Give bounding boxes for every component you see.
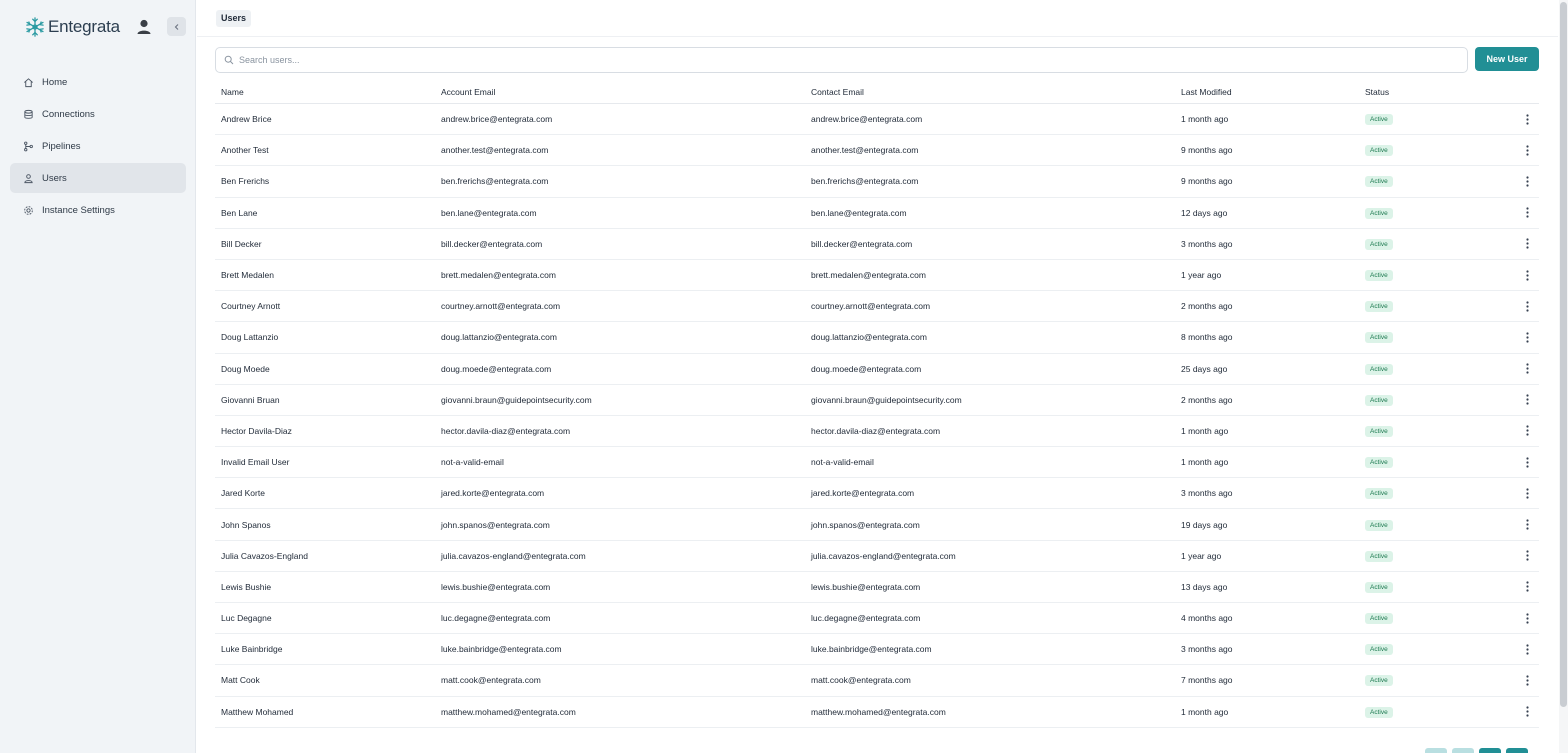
more-actions-icon[interactable] [1521, 330, 1533, 344]
status-badge: Active [1365, 208, 1393, 219]
column-header-contact-email[interactable]: Contact Email [811, 87, 864, 97]
table-row[interactable] [215, 416, 1539, 447]
cell-contact-email: giovanni.braun@guidepointsecurity.com [811, 394, 962, 405]
cell-account-email: lewis.bushie@entegrata.com [441, 581, 551, 592]
cell-account-email: matthew.mohamed@entegrata.com [441, 706, 576, 717]
table-row[interactable] [215, 354, 1539, 385]
cell-last-modified: 9 months ago [1181, 145, 1233, 156]
more-actions-icon[interactable] [1521, 299, 1533, 313]
user-icon [22, 172, 34, 184]
cell-last-modified: 25 days ago [1181, 363, 1228, 374]
cell-name: Andrew Brice [221, 114, 272, 125]
cell-actions [1499, 455, 1539, 469]
users-table [215, 81, 1539, 728]
table-row[interactable] [215, 541, 1539, 572]
brand-logo[interactable] [24, 14, 120, 40]
cell-name: Another Test [221, 145, 269, 156]
sidebar-nav [10, 67, 186, 227]
cell-status [1359, 207, 1499, 219]
sidebar-item-pipelines[interactable] [10, 131, 186, 161]
cell-last-modified: 4 months ago [1181, 613, 1233, 624]
cell-status [1359, 612, 1499, 624]
table-row[interactable] [215, 509, 1539, 540]
table-row[interactable] [215, 634, 1539, 665]
cell-name: Courtney Arnott [221, 301, 281, 312]
cell-contact-email: matthew.mohamed@entegrata.com [811, 706, 946, 717]
scrollbar[interactable] [1559, 0, 1568, 753]
status-badge: Active [1365, 675, 1393, 686]
cell-status [1359, 706, 1499, 718]
user-avatar-icon[interactable] [134, 17, 154, 37]
cell-actions [1499, 642, 1539, 656]
cell-account-email: julia.cavazos-england@entegrata.com [441, 550, 586, 561]
cell-status [1359, 331, 1499, 343]
cell-actions [1499, 673, 1539, 687]
cell-contact-email: luc.degagne@entegrata.com [811, 613, 921, 624]
table-row[interactable] [215, 603, 1539, 634]
cell-status [1359, 394, 1499, 406]
status-badge: Active [1365, 520, 1393, 531]
pagination [1425, 748, 1528, 753]
cell-name: Brett Medalen [221, 270, 274, 281]
more-actions-icon[interactable] [1521, 455, 1533, 469]
cell-status [1359, 487, 1499, 499]
cell-actions [1499, 143, 1539, 157]
scrollbar-thumb[interactable] [1560, 2, 1567, 707]
column-header-name[interactable]: Name [221, 87, 244, 97]
cell-last-modified: 3 months ago [1181, 644, 1233, 655]
cell-actions [1499, 268, 1539, 282]
column-header-last-modified[interactable]: Last Modified [1181, 87, 1232, 97]
status-badge: Active [1365, 176, 1393, 187]
status-badge: Active [1365, 301, 1393, 312]
sidebar-item-label: Connections [42, 108, 95, 120]
sidebar-item-label: Home [42, 76, 68, 88]
status-badge: Active [1365, 644, 1393, 655]
cell-status [1359, 238, 1499, 250]
cell-last-modified: 7 months ago [1181, 675, 1233, 686]
more-actions-icon[interactable] [1521, 237, 1533, 251]
more-actions-icon[interactable] [1521, 705, 1533, 719]
status-badge: Active [1365, 488, 1393, 499]
cell-actions [1499, 362, 1539, 376]
cell-account-email: brett.medalen@entegrata.com [441, 270, 556, 281]
cell-status [1359, 113, 1499, 125]
cell-last-modified: 8 months ago [1181, 332, 1233, 343]
more-actions-icon[interactable] [1521, 174, 1533, 188]
cell-name: John Spanos [221, 519, 271, 530]
more-actions-icon[interactable] [1521, 549, 1533, 563]
cell-actions [1499, 237, 1539, 251]
cell-status [1359, 175, 1499, 187]
cell-contact-email: matt.cook@entegrata.com [811, 675, 911, 686]
sidebar-item-home[interactable] [10, 67, 186, 97]
table-header [215, 81, 1539, 104]
cell-last-modified: 1 month ago [1181, 114, 1229, 125]
cell-contact-email: lewis.bushie@entegrata.com [811, 581, 921, 592]
cell-contact-email: julia.cavazos-england@entegrata.com [811, 550, 956, 561]
cell-contact-email: ben.lane@entegrata.com [811, 207, 907, 218]
cell-account-email: matt.cook@entegrata.com [441, 675, 541, 686]
status-badge: Active [1365, 426, 1393, 437]
table-row[interactable] [215, 385, 1539, 416]
cell-last-modified: 9 months ago [1181, 176, 1233, 187]
cell-status [1359, 300, 1499, 312]
table-row[interactable] [215, 260, 1539, 291]
pagination-last-button[interactable] [1506, 748, 1528, 753]
cell-actions [1499, 424, 1539, 438]
cell-actions [1499, 299, 1539, 313]
cell-last-modified: 2 months ago [1181, 301, 1233, 312]
table-row[interactable] [215, 291, 1539, 322]
cell-contact-email: andrew.brice@entegrata.com [811, 114, 923, 125]
table-row[interactable] [215, 478, 1539, 509]
cell-name: Ben Lane [221, 207, 258, 218]
cell-status [1359, 425, 1499, 437]
cell-name: Invalid Email User [221, 457, 290, 468]
status-badge: Active [1365, 332, 1393, 343]
pipeline-icon [22, 140, 34, 152]
status-badge: Active [1365, 707, 1393, 718]
cell-contact-email: bill.decker@entegrata.com [811, 238, 913, 249]
chevron-left-icon [173, 23, 181, 31]
cell-name: Hector Davila-Diaz [221, 425, 292, 436]
more-actions-icon[interactable] [1521, 112, 1533, 126]
cell-name: Giovanni Bruan [221, 394, 280, 405]
pagination-prev-button[interactable] [1452, 748, 1474, 753]
cell-last-modified: 19 days ago [1181, 519, 1228, 530]
table-row[interactable] [215, 229, 1539, 260]
table-body [215, 104, 1539, 728]
cell-actions [1499, 206, 1539, 220]
cell-account-email: john.spanos@entegrata.com [441, 519, 550, 530]
main-content [197, 0, 1558, 753]
sidebar-item-connections[interactable] [10, 99, 186, 129]
cell-actions [1499, 486, 1539, 500]
pagination-next-button[interactable] [1479, 748, 1501, 753]
cell-account-email: another.test@entegrata.com [441, 145, 549, 156]
table-row[interactable] [215, 572, 1539, 603]
status-badge: Active [1365, 395, 1393, 406]
cell-status [1359, 581, 1499, 593]
table-row[interactable] [215, 104, 1539, 135]
cell-status [1359, 456, 1499, 468]
brand-name: Entegrata [48, 17, 120, 36]
cell-name: Bill Decker [221, 238, 262, 249]
sidebar-item-instance-settings[interactable] [10, 195, 186, 225]
column-header-account-email[interactable]: Account Email [441, 87, 496, 97]
cell-name: Doug Lattanzio [221, 332, 279, 343]
table-row[interactable] [215, 166, 1539, 197]
gear-icon [22, 204, 34, 216]
more-actions-icon[interactable] [1521, 143, 1533, 157]
cell-last-modified: 2 months ago [1181, 394, 1233, 405]
sidebar [0, 0, 196, 753]
cell-last-modified: 13 days ago [1181, 581, 1228, 592]
status-badge: Active [1365, 613, 1393, 624]
cell-name: Jared Korte [221, 488, 265, 499]
cell-account-email: giovanni.braun@guidepointsecurity.com [441, 394, 592, 405]
top-bar [197, 0, 1558, 37]
cell-status [1359, 550, 1499, 562]
status-badge: Active [1365, 582, 1393, 593]
cell-contact-email: hector.davila-diaz@entegrata.com [811, 425, 941, 436]
database-icon [22, 108, 34, 120]
sidebar-item-users[interactable] [10, 163, 186, 193]
cell-account-email: ben.lane@entegrata.com [441, 207, 537, 218]
sidebar-item-label: Instance Settings [42, 204, 115, 216]
sidebar-item-label: Users [42, 172, 67, 184]
cell-actions [1499, 112, 1539, 126]
cell-contact-email: jared.korte@entegrata.com [811, 488, 915, 499]
cell-account-email: luke.bainbridge@entegrata.com [441, 644, 562, 655]
cell-name: Matt Cook [221, 675, 260, 686]
cell-last-modified: 1 year ago [1181, 550, 1222, 561]
table-row[interactable] [215, 135, 1539, 166]
cell-actions [1499, 518, 1539, 532]
status-badge: Active [1365, 145, 1393, 156]
more-actions-icon[interactable] [1521, 518, 1533, 532]
pagination-first-button[interactable] [1425, 748, 1447, 753]
home-icon [22, 76, 34, 88]
cell-last-modified: 1 month ago [1181, 706, 1229, 717]
search-input[interactable] [239, 55, 1439, 65]
more-actions-icon[interactable] [1521, 393, 1533, 407]
cell-actions [1499, 549, 1539, 563]
cell-status [1359, 643, 1499, 655]
more-actions-icon[interactable] [1521, 206, 1533, 220]
cell-status [1359, 363, 1499, 375]
more-actions-icon[interactable] [1521, 580, 1533, 594]
more-actions-icon[interactable] [1521, 486, 1533, 500]
cell-name: Matthew Mohamed [221, 706, 294, 717]
cell-status [1359, 674, 1499, 686]
cell-last-modified: 1 month ago [1181, 425, 1229, 436]
cell-actions [1499, 580, 1539, 594]
cell-contact-email: brett.medalen@entegrata.com [811, 270, 926, 281]
cell-actions [1499, 174, 1539, 188]
cell-account-email: doug.moede@entegrata.com [441, 363, 552, 374]
status-badge: Active [1365, 239, 1393, 250]
breadcrumb[interactable]: Users [216, 10, 251, 27]
cell-account-email: ben.frerichs@entegrata.com [441, 176, 549, 187]
cell-account-email: andrew.brice@entegrata.com [441, 114, 553, 125]
cell-actions [1499, 705, 1539, 719]
cell-name: Luke Bainbridge [221, 644, 283, 655]
cell-account-email: hector.davila-diaz@entegrata.com [441, 425, 571, 436]
snowflake-logo-icon [24, 16, 46, 38]
cell-last-modified: 12 days ago [1181, 207, 1228, 218]
search-box[interactable] [215, 47, 1468, 73]
cell-actions [1499, 611, 1539, 625]
status-badge: Active [1365, 364, 1393, 375]
status-badge: Active [1365, 114, 1393, 125]
cell-name: Luc Degagne [221, 613, 272, 624]
cell-account-email: doug.lattanzio@entegrata.com [441, 332, 557, 343]
cell-contact-email: another.test@entegrata.com [811, 145, 919, 156]
sidebar-item-label: Pipelines [42, 140, 81, 152]
cell-name: Doug Moede [221, 363, 270, 374]
cell-status [1359, 144, 1499, 156]
status-badge: Active [1365, 270, 1393, 281]
cell-last-modified: 1 month ago [1181, 457, 1229, 468]
status-badge: Active [1365, 551, 1393, 562]
column-header-status[interactable]: Status [1365, 87, 1390, 97]
search-icon [224, 55, 234, 65]
more-actions-icon[interactable] [1521, 673, 1533, 687]
cell-actions [1499, 330, 1539, 344]
more-actions-icon[interactable] [1521, 611, 1533, 625]
cell-name: Lewis Bushie [221, 581, 272, 592]
collapse-sidebar-button[interactable] [167, 17, 186, 36]
table-row[interactable] [215, 665, 1539, 696]
cell-account-email: luc.degagne@entegrata.com [441, 613, 551, 624]
table-row[interactable] [215, 198, 1539, 229]
cell-status [1359, 269, 1499, 281]
cell-last-modified: 1 year ago [1181, 270, 1222, 281]
cell-account-email: jared.korte@entegrata.com [441, 488, 545, 499]
cell-contact-email: doug.moede@entegrata.com [811, 363, 922, 374]
cell-actions [1499, 393, 1539, 407]
cell-contact-email: ben.frerichs@entegrata.com [811, 176, 919, 187]
table-row[interactable] [215, 697, 1539, 728]
cell-name: Julia Cavazos-England [221, 550, 308, 561]
cell-contact-email: luke.bainbridge@entegrata.com [811, 644, 932, 655]
cell-last-modified: 3 months ago [1181, 488, 1233, 499]
cell-contact-email: doug.lattanzio@entegrata.com [811, 332, 927, 343]
cell-contact-email: courtney.arnott@entegrata.com [811, 301, 931, 312]
status-badge: Active [1365, 457, 1393, 468]
more-actions-icon[interactable] [1521, 424, 1533, 438]
table-row[interactable] [215, 322, 1539, 353]
cell-status [1359, 519, 1499, 531]
cell-last-modified: 3 months ago [1181, 238, 1233, 249]
cell-account-email: bill.decker@entegrata.com [441, 238, 543, 249]
cell-contact-email: john.spanos@entegrata.com [811, 519, 920, 530]
more-actions-icon[interactable] [1521, 362, 1533, 376]
table-row[interactable] [215, 447, 1539, 478]
cell-account-email: not-a-valid-email [441, 457, 504, 468]
more-actions-icon[interactable] [1521, 642, 1533, 656]
cell-name: Ben Frerichs [221, 176, 270, 187]
toolbar [215, 47, 1539, 73]
cell-account-email: courtney.arnott@entegrata.com [441, 301, 561, 312]
new-user-button[interactable]: New User [1475, 47, 1539, 71]
more-actions-icon[interactable] [1521, 268, 1533, 282]
cell-contact-email: not-a-valid-email [811, 457, 874, 468]
